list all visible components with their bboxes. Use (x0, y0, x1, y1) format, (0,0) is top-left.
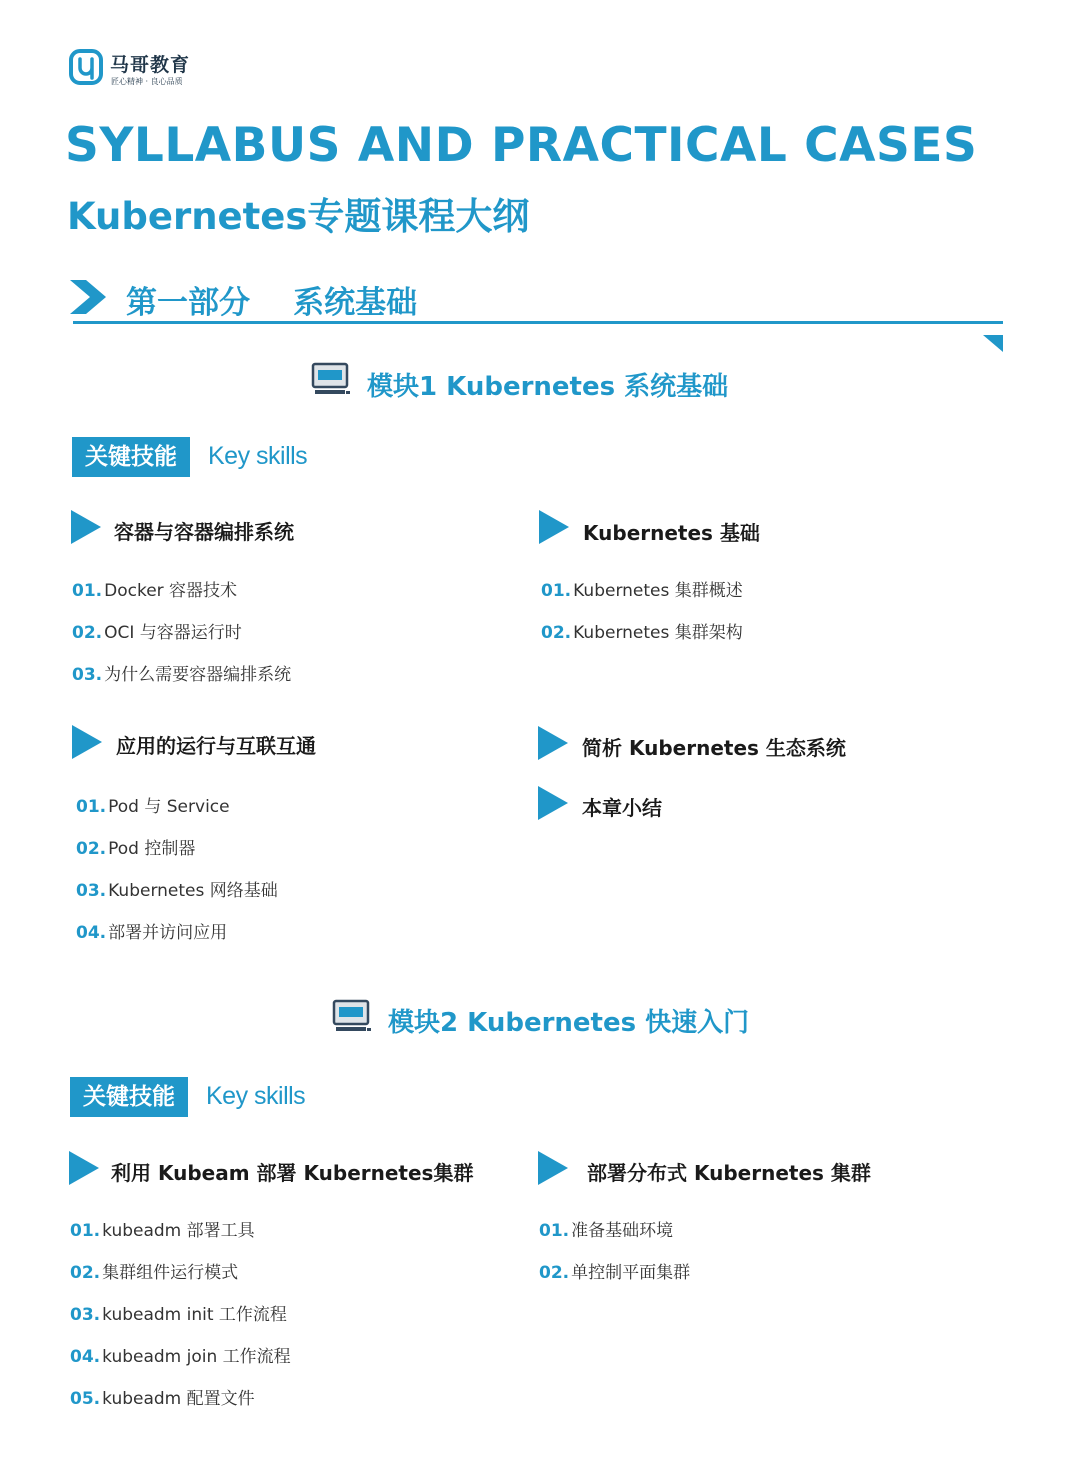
list-item: 02. 单控制平面集群 (539, 1263, 691, 1283)
play-triangle-icon (539, 510, 569, 544)
play-triangle-icon (72, 725, 102, 759)
list-item: 02. Pod 控制器 (76, 839, 196, 859)
list-item: 03. Kubernetes 网络基础 (76, 881, 278, 901)
list-item: 05. kubeadm 配置文件 (70, 1389, 255, 1409)
section-title: 简析 Kubernetes 生态系统 (582, 736, 846, 760)
page-title-cn: Kubernetes专题课程大纲 (67, 195, 530, 238)
list-item: 02. OCI 与容器运行时 (72, 623, 242, 643)
key-skills-badge: 关键技能 (70, 1077, 188, 1117)
part-divider (73, 321, 1003, 324)
chevron-right-icon (70, 280, 106, 314)
list-item: 03. 为什么需要容器编排系统 (72, 665, 292, 685)
computer-icon (311, 362, 351, 396)
list-item: 01. Docker 容器技术 (72, 581, 238, 601)
list-item: 04. kubeadm join 工作流程 (70, 1347, 291, 1367)
play-triangle-icon (538, 726, 568, 760)
section-title: 利用 Kubeam 部署 Kubernetes集群 (111, 1161, 474, 1185)
page-title-en: SYLLABUS AND PRACTICAL CASES (65, 118, 978, 173)
mage-logo-icon (69, 49, 103, 85)
play-triangle-icon (538, 786, 568, 820)
computer-icon (332, 999, 372, 1033)
play-triangle-icon (71, 510, 101, 544)
play-triangle-icon (69, 1151, 99, 1185)
list-item: 04. 部署并访问应用 (76, 923, 228, 943)
key-skills-badge: 关键技能 (72, 437, 190, 477)
section-title: 本章小结 (582, 796, 662, 820)
play-triangle-icon (538, 1151, 568, 1185)
section-title: 容器与容器编排系统 (114, 520, 294, 544)
list-item: 01. 准备基础环境 (539, 1221, 674, 1241)
brand-name: 马哥教育 (110, 54, 191, 76)
list-item: 01. Pod 与 Service (76, 797, 230, 817)
section-title: Kubernetes 基础 (583, 521, 760, 545)
list-item: 02. Kubernetes 集群架构 (541, 623, 743, 643)
corner-triangle-icon (983, 335, 1003, 352)
key-skills-label: Key skills (208, 442, 308, 470)
brand-slogan: 匠心精神 · 良心品质 (111, 77, 183, 86)
list-item: 01. kubeadm 部署工具 (70, 1221, 255, 1241)
part-title: 第一部分 系统基础 (126, 285, 418, 321)
list-item: 03. kubeadm init 工作流程 (70, 1305, 287, 1325)
key-skills-label: Key skills (206, 1082, 306, 1110)
section-title: 应用的运行与互联互通 (116, 734, 316, 758)
module-1-title: 模块1 Kubernetes 系统基础 (367, 372, 729, 402)
section-title: 部署分布式 Kubernetes 集群 (587, 1161, 871, 1185)
list-item: 01. Kubernetes 集群概述 (541, 581, 743, 601)
module-2-title: 模块2 Kubernetes 快速入门 (388, 1008, 750, 1038)
list-item: 02. 集群组件运行模式 (70, 1263, 239, 1283)
